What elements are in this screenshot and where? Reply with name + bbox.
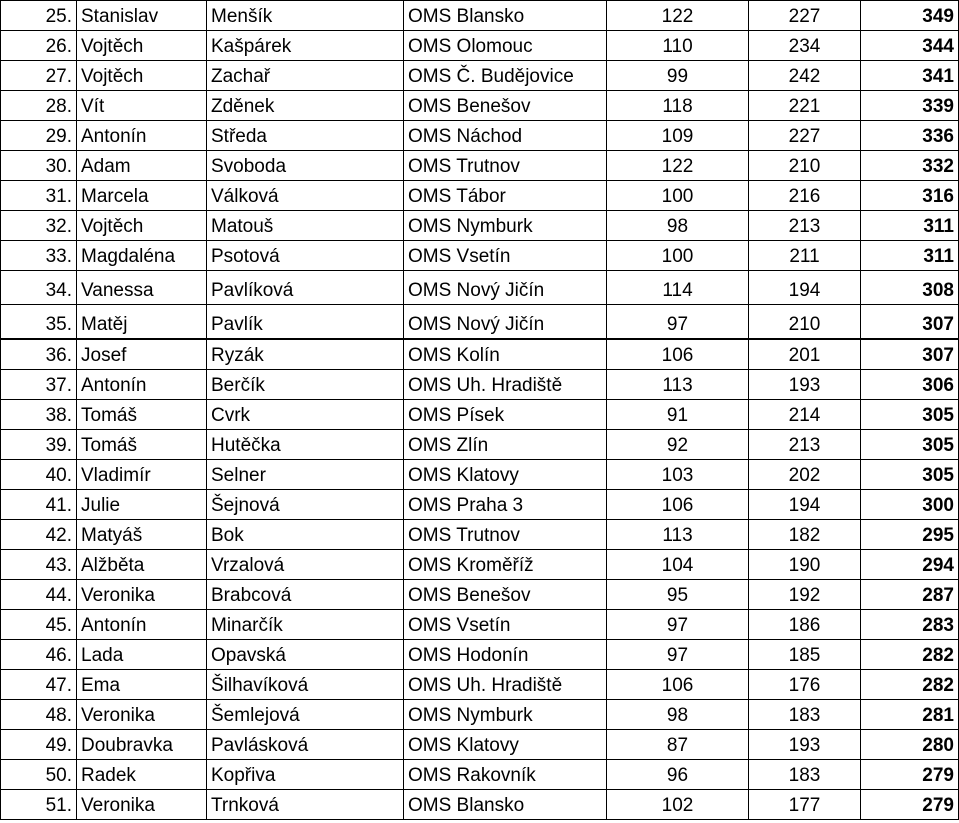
table-row — [1, 400, 959, 430]
table-row — [1, 610, 959, 640]
score-2-cell: 176 — [749, 670, 861, 700]
last-name-cell: Psotová — [207, 241, 404, 271]
total-score-cell: 332 — [861, 151, 959, 181]
first-name-cell: Vojtěch — [77, 31, 207, 61]
last-name-cell: Svoboda — [207, 151, 404, 181]
rank-cell: 30. — [1, 151, 77, 181]
table-row — [1, 211, 959, 241]
first-name-cell: Vít — [77, 91, 207, 121]
results-body — [1, 1, 959, 820]
total-score-cell: 339 — [861, 91, 959, 121]
first-name-cell: Matyáš — [77, 520, 207, 550]
club-cell: OMS Kolín — [404, 339, 607, 370]
club-cell: OMS Trutnov — [404, 151, 607, 181]
rank-cell: 31. — [1, 181, 77, 211]
score-1-cell: 87 — [607, 730, 749, 760]
last-name-cell: Menšík — [207, 1, 404, 31]
table-row — [1, 91, 959, 121]
total-score-cell: 344 — [861, 31, 959, 61]
table-row — [1, 305, 959, 340]
score-2-cell: 210 — [749, 151, 861, 181]
club-cell: OMS Náchod — [404, 121, 607, 151]
total-score-cell: 280 — [861, 730, 959, 760]
last-name-cell: Cvrk — [207, 400, 404, 430]
club-cell: OMS Olomouc — [404, 31, 607, 61]
score-2-cell: 182 — [749, 520, 861, 550]
first-name-cell: Vojtěch — [77, 211, 207, 241]
score-1-cell: 104 — [607, 550, 749, 580]
rank-cell: 51. — [1, 790, 77, 820]
total-score-cell: 308 — [861, 271, 959, 305]
table-row — [1, 31, 959, 61]
last-name-cell: Šejnová — [207, 490, 404, 520]
last-name-cell: Kašpárek — [207, 31, 404, 61]
score-2-cell: 210 — [749, 305, 861, 340]
first-name-cell: Radek — [77, 760, 207, 790]
rank-cell: 49. — [1, 730, 77, 760]
score-2-cell: 211 — [749, 241, 861, 271]
last-name-cell: Selner — [207, 460, 404, 490]
last-name-cell: Zachař — [207, 61, 404, 91]
rank-cell: 25. — [1, 1, 77, 31]
first-name-cell: Doubravka — [77, 730, 207, 760]
score-2-cell: 214 — [749, 400, 861, 430]
score-1-cell: 97 — [607, 640, 749, 670]
score-2-cell: 216 — [749, 181, 861, 211]
rank-cell: 34. — [1, 271, 77, 305]
rank-cell: 47. — [1, 670, 77, 700]
rank-cell: 41. — [1, 490, 77, 520]
rank-cell: 32. — [1, 211, 77, 241]
first-name-cell: Magdaléna — [77, 241, 207, 271]
rank-cell: 27. — [1, 61, 77, 91]
rank-cell: 44. — [1, 580, 77, 610]
score-1-cell: 99 — [607, 61, 749, 91]
first-name-cell: Tomáš — [77, 430, 207, 460]
total-score-cell: 311 — [861, 211, 959, 241]
rank-cell: 50. — [1, 760, 77, 790]
first-name-cell: Josef — [77, 339, 207, 370]
score-2-cell: 193 — [749, 730, 861, 760]
score-1-cell: 91 — [607, 400, 749, 430]
last-name-cell: Kopřiva — [207, 760, 404, 790]
total-score-cell: 349 — [861, 1, 959, 31]
score-2-cell: 183 — [749, 760, 861, 790]
club-cell: OMS Č. Budějovice — [404, 61, 607, 91]
first-name-cell: Stanislav — [77, 1, 207, 31]
club-cell: OMS Písek — [404, 400, 607, 430]
table-row — [1, 370, 959, 400]
score-2-cell: 242 — [749, 61, 861, 91]
last-name-cell: Brabcová — [207, 580, 404, 610]
score-1-cell: 110 — [607, 31, 749, 61]
score-2-cell: 183 — [749, 700, 861, 730]
score-1-cell: 102 — [607, 790, 749, 820]
score-2-cell: 227 — [749, 1, 861, 31]
table-row — [1, 550, 959, 580]
rank-cell: 28. — [1, 91, 77, 121]
total-score-cell: 283 — [861, 610, 959, 640]
score-1-cell: 103 — [607, 460, 749, 490]
score-2-cell: 213 — [749, 430, 861, 460]
table-row — [1, 520, 959, 550]
score-2-cell: 234 — [749, 31, 861, 61]
score-1-cell: 98 — [607, 700, 749, 730]
club-cell: OMS Kroměříž — [404, 550, 607, 580]
rank-cell: 26. — [1, 31, 77, 61]
club-cell: OMS Nový Jičín — [404, 305, 607, 340]
total-score-cell: 279 — [861, 760, 959, 790]
score-2-cell: 202 — [749, 460, 861, 490]
club-cell: OMS Benešov — [404, 91, 607, 121]
total-score-cell: 279 — [861, 790, 959, 820]
first-name-cell: Vojtěch — [77, 61, 207, 91]
first-name-cell: Antonín — [77, 121, 207, 151]
score-1-cell: 122 — [607, 1, 749, 31]
club-cell: OMS Nymburk — [404, 211, 607, 241]
score-1-cell: 106 — [607, 670, 749, 700]
club-cell: OMS Nymburk — [404, 700, 607, 730]
rank-cell: 29. — [1, 121, 77, 151]
first-name-cell: Ema — [77, 670, 207, 700]
last-name-cell: Opavská — [207, 640, 404, 670]
score-2-cell: 190 — [749, 550, 861, 580]
table-row — [1, 790, 959, 820]
club-cell: OMS Klatovy — [404, 460, 607, 490]
club-cell: OMS Vsetín — [404, 610, 607, 640]
last-name-cell: Ryzák — [207, 339, 404, 370]
score-1-cell: 113 — [607, 370, 749, 400]
first-name-cell: Antonín — [77, 610, 207, 640]
total-score-cell: 305 — [861, 430, 959, 460]
score-1-cell: 98 — [607, 211, 749, 241]
first-name-cell: Antonín — [77, 370, 207, 400]
club-cell: OMS Tábor — [404, 181, 607, 211]
total-score-cell: 336 — [861, 121, 959, 151]
total-score-cell: 307 — [861, 305, 959, 340]
total-score-cell: 295 — [861, 520, 959, 550]
rank-cell: 40. — [1, 460, 77, 490]
table-row — [1, 151, 959, 181]
total-score-cell: 306 — [861, 370, 959, 400]
first-name-cell: Vanessa — [77, 271, 207, 305]
total-score-cell: 311 — [861, 241, 959, 271]
first-name-cell: Tomáš — [77, 400, 207, 430]
rank-cell: 43. — [1, 550, 77, 580]
first-name-cell: Vladimír — [77, 460, 207, 490]
first-name-cell: Marcela — [77, 181, 207, 211]
table-row — [1, 460, 959, 490]
table-row — [1, 580, 959, 610]
total-score-cell: 341 — [861, 61, 959, 91]
total-score-cell: 282 — [861, 640, 959, 670]
first-name-cell: Adam — [77, 151, 207, 181]
rank-cell: 38. — [1, 400, 77, 430]
last-name-cell: Minarčík — [207, 610, 404, 640]
score-2-cell: 192 — [749, 580, 861, 610]
table-row — [1, 181, 959, 211]
score-1-cell: 109 — [607, 121, 749, 151]
first-name-cell: Matěj — [77, 305, 207, 340]
last-name-cell: Pavlíková — [207, 271, 404, 305]
total-score-cell: 316 — [861, 181, 959, 211]
table-row — [1, 490, 959, 520]
score-2-cell: 227 — [749, 121, 861, 151]
score-1-cell: 92 — [607, 430, 749, 460]
total-score-cell: 294 — [861, 550, 959, 580]
score-2-cell: 194 — [749, 490, 861, 520]
rank-cell: 42. — [1, 520, 77, 550]
score-2-cell: 177 — [749, 790, 861, 820]
score-1-cell: 96 — [607, 760, 749, 790]
last-name-cell: Bok — [207, 520, 404, 550]
table-row — [1, 339, 959, 370]
score-2-cell: 193 — [749, 370, 861, 400]
table-row — [1, 760, 959, 790]
table-row — [1, 430, 959, 460]
score-1-cell: 97 — [607, 610, 749, 640]
table-row — [1, 1, 959, 31]
score-1-cell: 100 — [607, 241, 749, 271]
last-name-cell: Šilhavíková — [207, 670, 404, 700]
club-cell: OMS Vsetín — [404, 241, 607, 271]
first-name-cell: Veronika — [77, 580, 207, 610]
score-1-cell: 106 — [607, 490, 749, 520]
rank-cell: 45. — [1, 610, 77, 640]
club-cell: OMS Blansko — [404, 790, 607, 820]
club-cell: OMS Rakovník — [404, 760, 607, 790]
last-name-cell: Hutěčka — [207, 430, 404, 460]
score-2-cell: 186 — [749, 610, 861, 640]
last-name-cell: Trnková — [207, 790, 404, 820]
last-name-cell: Pavlásková — [207, 730, 404, 760]
score-1-cell: 122 — [607, 151, 749, 181]
last-name-cell: Pavlík — [207, 305, 404, 340]
total-score-cell: 282 — [861, 670, 959, 700]
last-name-cell: Středa — [207, 121, 404, 151]
club-cell: OMS Trutnov — [404, 520, 607, 550]
last-name-cell: Válková — [207, 181, 404, 211]
score-1-cell: 106 — [607, 339, 749, 370]
first-name-cell: Julie — [77, 490, 207, 520]
last-name-cell: Zděnek — [207, 91, 404, 121]
club-cell: OMS Klatovy — [404, 730, 607, 760]
rank-cell: 37. — [1, 370, 77, 400]
total-score-cell: 287 — [861, 580, 959, 610]
table-row — [1, 730, 959, 760]
total-score-cell: 305 — [861, 460, 959, 490]
club-cell: OMS Praha 3 — [404, 490, 607, 520]
club-cell: OMS Uh. Hradiště — [404, 370, 607, 400]
last-name-cell: Matouš — [207, 211, 404, 241]
table-row — [1, 61, 959, 91]
club-cell: OMS Hodonín — [404, 640, 607, 670]
first-name-cell: Alžběta — [77, 550, 207, 580]
rank-cell: 39. — [1, 430, 77, 460]
score-2-cell: 213 — [749, 211, 861, 241]
rank-cell: 35. — [1, 305, 77, 340]
total-score-cell: 281 — [861, 700, 959, 730]
total-score-cell: 305 — [861, 400, 959, 430]
club-cell: OMS Uh. Hradiště — [404, 670, 607, 700]
table-row — [1, 640, 959, 670]
club-cell: OMS Blansko — [404, 1, 607, 31]
table-row — [1, 700, 959, 730]
total-score-cell: 307 — [861, 339, 959, 370]
score-1-cell: 100 — [607, 181, 749, 211]
rank-cell: 36. — [1, 339, 77, 370]
score-2-cell: 201 — [749, 339, 861, 370]
total-score-cell: 300 — [861, 490, 959, 520]
last-name-cell: Vrzalová — [207, 550, 404, 580]
table-row — [1, 241, 959, 271]
table-row — [1, 121, 959, 151]
score-1-cell: 113 — [607, 520, 749, 550]
table-row — [1, 271, 959, 305]
club-cell: OMS Nový Jičín — [404, 271, 607, 305]
club-cell: OMS Benešov — [404, 580, 607, 610]
score-2-cell: 221 — [749, 91, 861, 121]
last-name-cell: Šemlejová — [207, 700, 404, 730]
table-row — [1, 670, 959, 700]
score-2-cell: 185 — [749, 640, 861, 670]
last-name-cell: Berčík — [207, 370, 404, 400]
score-1-cell: 97 — [607, 305, 749, 340]
score-2-cell: 194 — [749, 271, 861, 305]
rank-cell: 33. — [1, 241, 77, 271]
first-name-cell: Lada — [77, 640, 207, 670]
score-1-cell: 118 — [607, 91, 749, 121]
score-1-cell: 114 — [607, 271, 749, 305]
first-name-cell: Veronika — [77, 790, 207, 820]
club-cell: OMS Zlín — [404, 430, 607, 460]
rank-cell: 46. — [1, 640, 77, 670]
first-name-cell: Veronika — [77, 700, 207, 730]
score-1-cell: 95 — [607, 580, 749, 610]
rank-cell: 48. — [1, 700, 77, 730]
